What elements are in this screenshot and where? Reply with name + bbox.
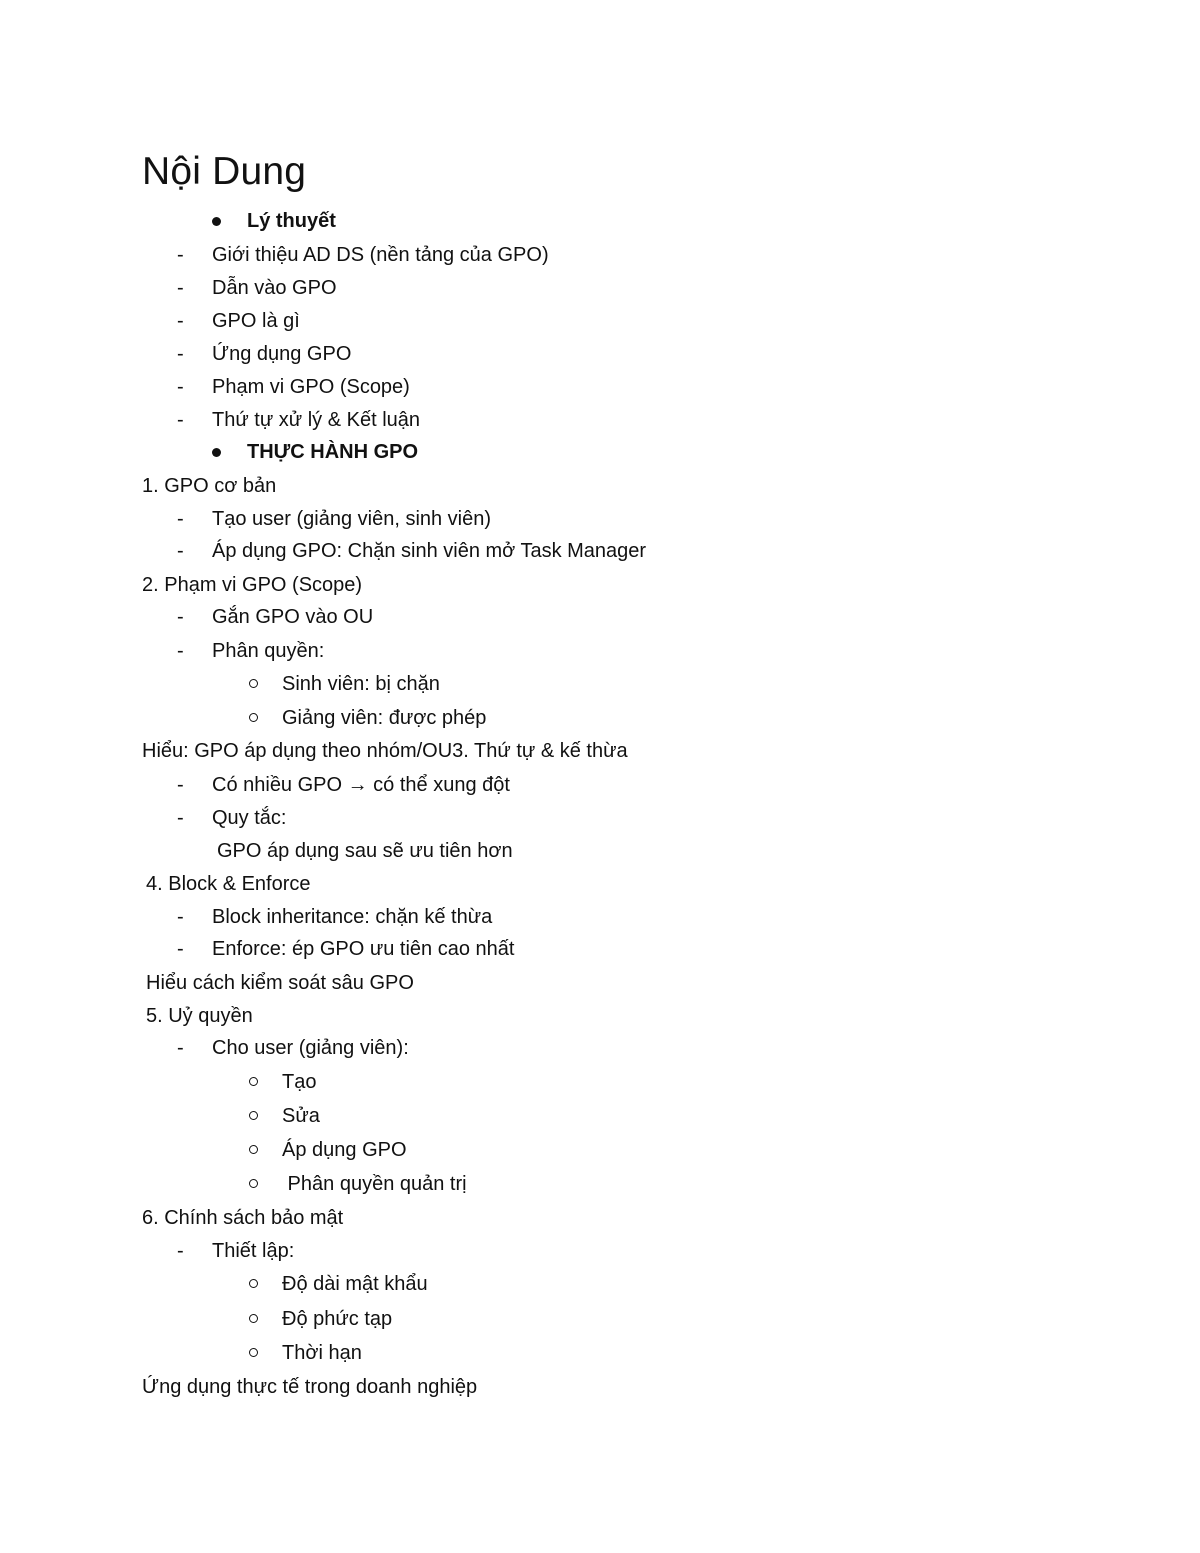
- list-item-text: Cho user (giảng viên):: [212, 1037, 409, 1059]
- list-item: [0, 535, 1200, 568]
- page-title: Nội Dung: [142, 150, 307, 193]
- list-item: [0, 338, 1200, 371]
- list-item-text: Thứ tự xử lý & Kết luận: [212, 409, 421, 431]
- dash-marker: -: [177, 540, 184, 562]
- practice-heading: THỰC HÀNH GPO: [247, 441, 419, 463]
- dash-marker: -: [177, 409, 184, 431]
- part4-conclusion: Hiểu cách kiểm soát sâu GPO: [146, 972, 414, 994]
- dash-marker: -: [177, 774, 184, 796]
- rule-note: GPO áp dụng sau sẽ ưu tiên hơn: [217, 840, 513, 862]
- dash-marker: -: [177, 640, 184, 662]
- sub-list-item: [0, 702, 1200, 735]
- dash-marker: -: [177, 376, 184, 398]
- part5-heading: 5. Uỷ quyền: [146, 1005, 253, 1027]
- part2-heading: 2. Phạm vi GPO (Scope): [142, 574, 363, 596]
- dash-marker: -: [177, 310, 184, 332]
- list-item: [0, 635, 1200, 668]
- list-item: [0, 239, 1200, 272]
- rule-note-row: [0, 835, 1200, 868]
- part4-heading: 4. Block & Enforce: [146, 873, 311, 895]
- list-item: [0, 901, 1200, 934]
- dash-marker: -: [177, 343, 184, 365]
- sub-list-item: [0, 1134, 1200, 1167]
- sub-list-item-text: Sinh viên: bị chặn: [282, 673, 440, 695]
- part6-heading-row: [0, 1202, 1200, 1235]
- part1-heading: 1. GPO cơ bản: [142, 475, 277, 497]
- part2-heading-row: [0, 569, 1200, 602]
- part6-heading: 6. Chính sách bảo mật: [142, 1207, 344, 1229]
- part5-heading-row: [0, 1000, 1200, 1033]
- list-item-text: Áp dụng GPO: Chặn sinh viên mở Task Manager: [212, 540, 647, 562]
- bullet-circle-icon: [249, 713, 258, 722]
- sub-list-item: [0, 668, 1200, 701]
- dash-marker: -: [177, 1037, 184, 1059]
- bullet-circle-icon: [249, 1111, 258, 1120]
- list-item-text: Có nhiều GPO → có thể xung đột: [212, 774, 510, 796]
- list-item-text: Enforce: ép GPO ưu tiên cao nhất: [212, 938, 515, 960]
- list-item-text: GPO là gì: [212, 310, 300, 332]
- sub-list-item-text: Sửa: [282, 1105, 320, 1127]
- dash-marker: -: [177, 508, 184, 530]
- sub-list-item: [0, 1100, 1200, 1133]
- dash-marker: -: [177, 277, 184, 299]
- list-item: [0, 404, 1200, 437]
- part4-conclusion-row: [0, 967, 1200, 1000]
- bullet-circle-icon: [249, 679, 258, 688]
- list-item-text: Phạm vi GPO (Scope): [212, 376, 410, 398]
- dash-marker: -: [177, 1240, 184, 1262]
- bullet-circle-icon: [249, 1314, 258, 1323]
- part3-heading-row: [0, 735, 1200, 768]
- list-item-text: Quy tắc:: [212, 807, 287, 829]
- list-item-text: Giới thiệu AD DS (nền tảng của GPO): [212, 244, 549, 266]
- bullet-circle-icon: [249, 1077, 258, 1086]
- list-item: [0, 503, 1200, 536]
- list-item: [0, 933, 1200, 966]
- list-item: [0, 1235, 1200, 1268]
- bullet-circle-icon: [249, 1179, 258, 1188]
- sub-list-item: [0, 1066, 1200, 1099]
- list-item: [0, 601, 1200, 634]
- part1-heading-row: [0, 470, 1200, 503]
- practice-heading-row: [0, 436, 1200, 469]
- sub-list-item-text: Độ dài mật khẩu: [282, 1273, 428, 1295]
- sub-list-item: [0, 1168, 1200, 1201]
- list-item: [0, 802, 1200, 835]
- list-item-text: Block inheritance: chặn kế thừa: [212, 906, 493, 928]
- list-item: [0, 371, 1200, 404]
- part4-heading-row: [0, 868, 1200, 901]
- sub-list-item-text: Tạo: [282, 1071, 317, 1093]
- list-item-text: Phân quyền:: [212, 640, 325, 662]
- dash-marker: -: [177, 606, 184, 628]
- dash-marker: -: [177, 938, 184, 960]
- bullet-circle-icon: [249, 1145, 258, 1154]
- list-item: [0, 1032, 1200, 1065]
- theory-heading-row: [0, 205, 1200, 238]
- dash-marker: -: [177, 906, 184, 928]
- list-item-text: Gắn GPO vào OU: [212, 606, 374, 628]
- part6-conclusion-row: [0, 1371, 1200, 1404]
- bullet-circle-icon: [249, 1348, 258, 1357]
- part6-conclusion: Ứng dụng thực tế trong doanh nghiệp: [142, 1376, 478, 1398]
- bullet-circle-icon: [249, 1279, 258, 1288]
- sub-list-item: [0, 1303, 1200, 1336]
- sub-list-item-text: Độ phức tạp: [282, 1308, 393, 1330]
- sub-list-item: [0, 1268, 1200, 1301]
- part3-heading: Hiểu: GPO áp dụng theo nhóm/OU3. Thứ tự & kế thừa: [142, 740, 628, 762]
- sub-list-item-text: Thời hạn: [282, 1342, 362, 1364]
- dash-marker: -: [177, 807, 184, 829]
- list-item: [0, 769, 1200, 802]
- theory-heading: Lý thuyết: [247, 210, 336, 232]
- sub-list-item: [0, 1337, 1200, 1370]
- list-item-text: Thiết lập:: [212, 1240, 295, 1262]
- dash-marker: -: [177, 244, 184, 266]
- list-item-text: Dẫn vào GPO: [212, 277, 337, 299]
- list-item: [0, 305, 1200, 338]
- sub-list-item-text: Giảng viên: được phép: [282, 707, 487, 729]
- bullet-dot-icon: [212, 448, 221, 457]
- sub-list-item-text: Áp dụng GPO: [282, 1139, 407, 1161]
- sub-list-item-text: Phân quyền quản trị: [282, 1173, 467, 1195]
- list-item-text: Tạo user (giảng viên, sinh viên): [212, 508, 492, 530]
- list-item: [0, 272, 1200, 305]
- list-item-text: Ứng dụng GPO: [212, 343, 352, 365]
- bullet-dot-icon: [212, 217, 221, 226]
